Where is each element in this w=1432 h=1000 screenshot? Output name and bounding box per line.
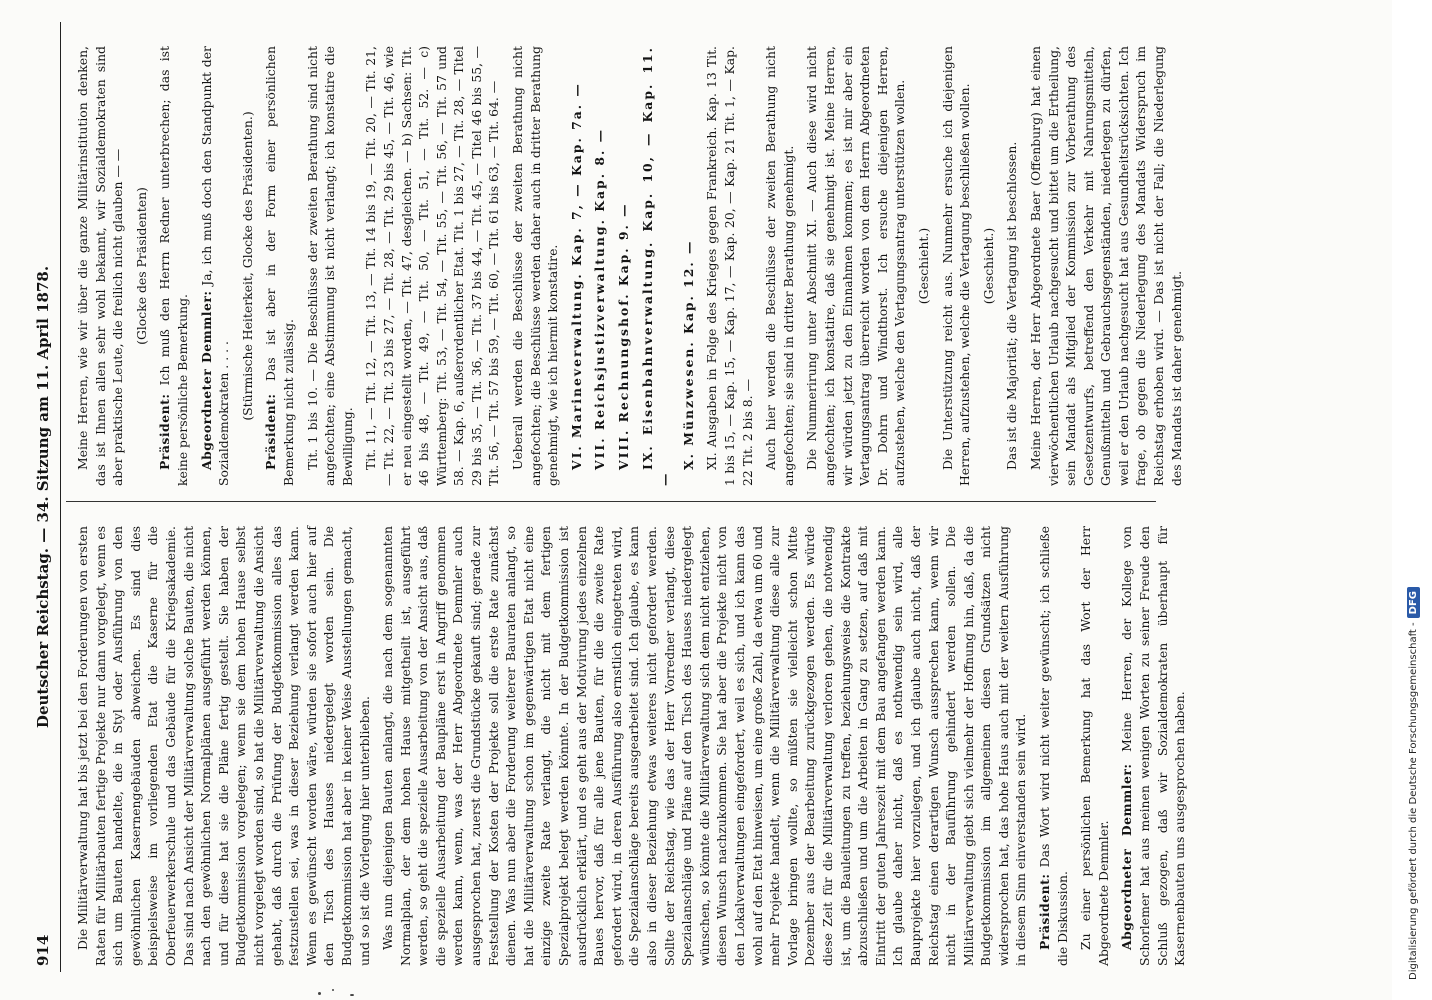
speech-text: Das ist aber in der Form einer persönlichen Bemerkung nicht zulässig. (263, 46, 296, 486)
speech-paragraph (262, 46, 297, 486)
budget-section-heading: X. Münzwesen. Kap. 12. — (680, 239, 696, 470)
body-paragraph: Die Nummerirung unter Abschnitt XI. — Auch diese wird nicht angefochten; ich konstatire, daß sie genehmigt ist. Meine Herren, wir würden jetzt zu den Einnahmen kommen; es ist mir aber ein Vertagungsantrag überreicht worden von dem Herrn Abgeordneten Dr. Dohrn und Windthorst. Ich ersuche diejenigen Herren, aufzustehen, welche den Vertagungsantrag unterstützen wollen. (804, 46, 908, 486)
speech-paragraph (198, 46, 233, 486)
budget-section-heading: VII. Reichsjustizverwaltung. Kap. 8. — (592, 128, 608, 470)
speaker-name: Präsident: (263, 393, 279, 470)
speaker-name: Abgeordneter Demmler: (1119, 763, 1135, 950)
body-paragraph: Was nun diejenigen Bauten anlangt, die nach dem sogenannten Normalplan, der dem hohen Hause mitgetheilt ist, ausgeführt werden, so geht die spezielle Ausarbeitung von der Ansicht aus, daß die spezielle Ausarbeitung der Baupläne erst in Angriff genommen werden kann, wenn, was der Herr Abgeordnete Demmler auch ausgesprochen hat, zuerst die Grundstücke gekauft sind; gerade zur Feststellung der Kosten der Projekte soll die erste Rate zunächst dienen. Was nun aber die Forderung weiterer Bauraten anlangt, so hat die Militärverwaltung schon im gegenwärtigen Etat nicht eine einzige zweite Rate verlangt, die nicht mit dem fertigen Spezialprojekt belegt werden könnte. In der Budgetkommission ist ausdrücklich erklärt, und es geht aus der Motivirung jedes einzelnen Baues hervor, daß für alle jene Bauten, für die die zweite Rate gefordert wird, in deren Ausführung also ernstlich eingetreten wird, die Spezialanschläge bereits ausgearbeitet sind. Ich glaube, es kann also in dieser Beziehung etwas weiteres nicht gefordert werden. Sollte der Reichstag, wie das der Herr Vorredner verlangt, diese Spezialanschläge und Pläne auf den Tisch des Hauses niedergelegt wünschen, so könnte die Militärverwaltung sich dem nicht entziehen, diesen Wunsch nachzukommen. Sie hat aber die Projekte nicht von den Lokalverwaltungen eingefordert, weil es sich, und ich kann das wohl auf den Etat hinweisen, um eine große Zahl, da etwa um 60 und mehr Projekte handelt, wenn die Militärverwaltung diese alle zur Vorlage bringen wollte, so müßten sie vielleicht schon Mitte Dezember aus der Bearbeitung zurückgezogen werden. Es würde diese Zeit für die Militärverwaltung verloren gehen, die notwendig ist, um die Bauleitungen zu treffen, beziehungsweise die Kontrakte abzuschließen und um die Arbeiten in Gang zu setzen, auf daß mit Eintritt der guten Jahreszeit mit dem Bau angefangen werden kann. Ich glaube daher nicht, daß es nothwendig sein wird, alle Bauprojekte hier vorzulegen, und ich glaube auch nicht, daß der Reichstag einen derartigen Wunsch aussprechen kann, wenn wir nicht in der Bauführung gehindert werden sollen. Die Militärverwaltung giebt sich vielmehr der Hoffnung hin, daß, da die Budgetkommission im allgemeinen diesen Grundsätzen nicht widersprochen hat, das hohe Haus auch mit der weitern Ausführung in diesem Sinn einverstanden sein wird. (380, 526, 1029, 966)
stage-direction: (Geschieht.) (980, 227, 996, 305)
body-paragraph: Die Militärverwaltung hat bis jetzt bei den Forderungen von ersten Raten für Militärbauten fertige Projekte nur dann vorgelegt, wenn es sich um Bauten handelte, die in Styl oder Ausführung von den gewöhnlichen Kasernengebäuden abweichen. Es sind dies beispielsweise im vorliegenden Etat die Kaserne für die Oberfeuerwerkerschule und das Gebäude für die Kriegsakademie. Das sind nach Ansicht der Militärverwaltung solche Bauten, die nicht nach den gewöhnlichen Normalplänen ausgeführt werden können, und für diese hat sie die Pläne fertig gestellt. Sie haben der Budgetkommission vorgelegen; wenn sie dem hohen Hause selbst nicht vorgelegt worden sind, so hat die Militärverwaltung die Ansicht gehabt, daß durch die Prüfung der Budgetkommission alles das festzustellen sei, was in dieser Beziehung verlangt werden kann. Wenn es gewünscht worden wäre, würden sie sofort auch hier auf den Tisch des Hauses niedergelegt worden sein. Die Budgetkommission hat aber in keiner Weise Ausstellungen gemacht, und so ist die Vorlegung hier unterblieben. (75, 526, 372, 966)
credit-text: Digitalisierung gefördert durch die Deutsche Forschungsgemeinschaft - (1407, 622, 1419, 980)
right-column (74, 46, 1184, 486)
body-paragraph: Tit. 1 bis 10. — Die Beschlüsse der zweiten Berathung sind nicht angefochten; eine Abstimmung ist nicht verlangt; ich konstatire die Bewilligung. (304, 46, 355, 486)
page-header (26, 22, 61, 972)
speaker-name: Abgeordneter Demmler: (198, 290, 214, 470)
speech-text: Meine Herren, der Kollege von Schorlemer hat aus meinen wenigen Worten zu seiner Freude den Schluß gezogen, daß wir Sozialdemokraten überhaupt für Kasernenbauten uns ausgesprochen haben. (1119, 526, 1188, 966)
newspaper-sheet (26, 22, 1411, 972)
body-paragraph: Die Unterstützung reicht aus. Nunmehr ersuche ich diejenigen Herren, aufzustehen, welche die Vertagung beschließen wollen. (939, 46, 973, 486)
speaker-name: Präsident: (157, 393, 173, 470)
running-head: Deutscher Reichstag. — 34. Sitzung am 11. April 1878. (34, 265, 52, 729)
stage-direction: (Glocke des Präsidenten) (133, 187, 149, 345)
body-paragraph: Meine Herren, der Herr Abgeordnete Baer (Offenburg) hat einen vierwöchentlichen Urlaub nachgesucht und bittet um die Ertheilung, sein Mandat als Mitglied der Kommission zur Vorberathung des Gesetzentwurfs, betreffend den Verkehr mit Nahrungsmitteln, Genußmitteln und Gebrauchsgegenständen, niederlegen zu dürfen, weil er den Urlaub nachgesucht hat aus Gesundheitsrücksichten. Ich frage, ob gegen die Niederlegung des Mandats Widerspruch im Reichstag erhoben wird. — Das ist nicht der Fall; die Niederlegung des Mandats ist daher genehmigt. (1027, 46, 1184, 486)
budget-section-heading: VIII. Rechnungshof. Kap. 9. — (616, 202, 632, 470)
body-paragraph: Meine Herren, wie wir über die ganze Militärinstitution denken, das ist Ihnen allen sehr wohl bekannt, wir Sozialdemokraten sind aber praktische Leute, die freilich nicht glauben — — (75, 46, 126, 486)
body-paragraph: Ueberall werden die Beschlüsse der zweiten Berathung nicht angefochten; die Beschlüsse werden daher auch in dritter Berathung genehmigt, wie ich hiermit konstatire. (510, 46, 561, 486)
column-divider (66, 501, 1156, 502)
speech-paragraph (1118, 526, 1188, 966)
stage-direction: (Geschieht.) (915, 227, 931, 305)
speaker-name: Präsident: (1037, 873, 1053, 950)
speech-text: Ja, ich muß doch den Standpunkt der Sozialdemokraten . . . . (198, 46, 232, 486)
stage-direction: (Stürmische Heiterkeit, Glocke des Präsidenten.) (239, 111, 255, 421)
budget-section-heading: VI. Marineverwaltung. Kap. 7, — Kap. 7a. — (568, 82, 584, 470)
body-paragraph: Zu einer persönlichen Bemerkung hat das Wort der Herr Abgeordnete Demmler. (1078, 526, 1111, 966)
body-paragraph: Das ist die Majorität; die Vertagung ist beschlossen. (1004, 141, 1020, 470)
dfg-logo: DFG (1407, 587, 1420, 618)
body-paragraph: XI. Ausgaben in Folge des Krieges gegen Frankreich. Kap. 13 Tit. 1 bis 15, — Kap. 15, — Kap. 17, — Kap. 20, — Kap. 21 Tit. 1, — Kap. 22 Tit. 2 bis 8. — (704, 46, 755, 486)
body-paragraph: Tit. 11, — Tit. 12, — Tit. 13, — Tit. 14 bis 19, — Tit. 20, — Tit. 21, — Tit. 22, — Tit. 23 bis 27, — Tit. 28, — Tit. 29 bis 45, — Tit. 46, wie er neu eingestellt worden, — Tit. 47, desgleichen. — b) Sachsen: Tit. 46 bis 48, — Tit. 49, — Tit. 50, — Tit. 51, — Tit. 52. — c) Württemberg: Tit. 53, — Tit. 54, — Tit. 55, — Tit. 56, — Tit. 57 und 58. — Kap. 6, außerordentlicher Etat. Tit. 1 bis 27, — Tit. 28, — Titel 29 bis 35, — Tit. 36, — Tit. 37 bis 44, — Tit. 45, — Titel 46 bis 55, — Tit. 56, — Tit. 57 bis 59, — Tit. 60, — Tit. 61 bis 63, — Tit. 64. — (363, 46, 502, 486)
speech-text: Das Wort wird nicht weiter gewünscht; ich schließe die Diskussion. (1037, 526, 1070, 966)
body-paragraph: Auch hier werden die Beschlüsse der zweiten Berathung nicht angefochten; sie sind in dritter Berathung genehmigt. (763, 46, 796, 486)
speech-paragraph (1036, 526, 1071, 966)
scan-speck (318, 992, 321, 995)
left-column (74, 526, 1188, 966)
speech-paragraph (156, 46, 191, 486)
page-number: 914 (34, 934, 52, 966)
scan-speck (350, 994, 354, 996)
budget-section-heading: IX. Eisenbahnverwaltung. Kap. 10, — Kap. 11. — (639, 46, 673, 486)
scan-speck (332, 989, 334, 991)
speech-text: Ich muß den Herrn Redner unterbrechen; das ist keine persönliche Bemerkung. (157, 46, 190, 486)
credit-line (1404, 0, 1422, 980)
